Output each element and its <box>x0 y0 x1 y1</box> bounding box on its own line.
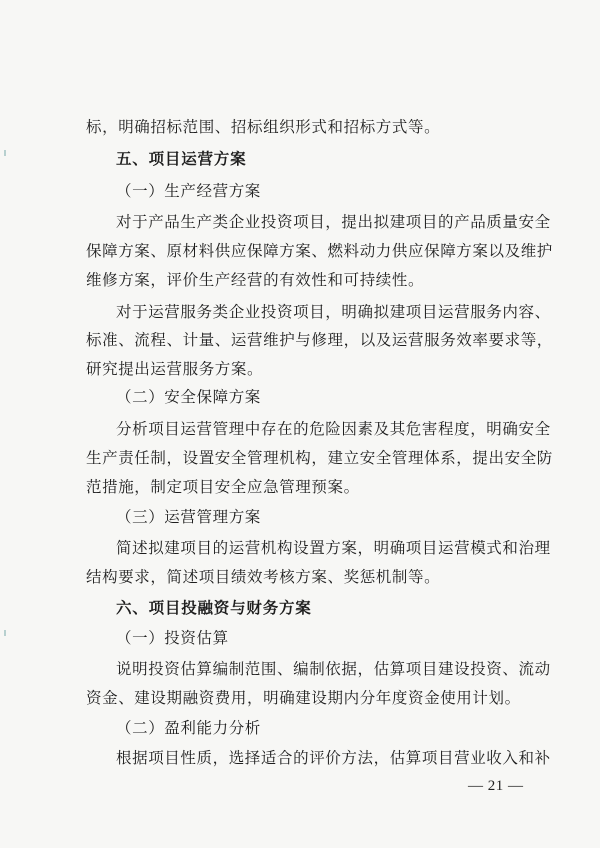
subsection-heading: （三）运营管理方案 <box>116 508 261 526</box>
paragraph-line: 分析项目运营管理中存在的危险因素及其危害程度，明确安全 <box>116 420 551 438</box>
subsection-heading: （二）安全保障方案 <box>116 388 261 406</box>
subsection-heading: （一）投资估算 <box>116 629 229 647</box>
paragraph-line: 维修方案，评价生产经营的有效性和可持续性。 <box>86 271 425 289</box>
paragraph-line: 结构要求，简述项目绩效考核方案、奖惩机制等。 <box>86 568 441 586</box>
scan-edge-mark <box>4 150 6 156</box>
paragraph-line: 资金、建设期融资费用，明确建设期内分年度资金使用计划。 <box>86 689 521 707</box>
paragraph-line: 对于运营服务类企业投资项目，明确拟建项目运营服务内容、 <box>116 303 551 321</box>
paragraph-line: 根据项目性质，选择适合的评价方法，估算项目营业收入和补 <box>116 749 551 767</box>
section-heading: 六、项目投融资与财务方案 <box>116 599 312 617</box>
paragraph-line: 说明投资估算编制范围、编制依据，估算项目建设投资、流动 <box>116 660 551 678</box>
scan-edge-mark <box>4 630 6 636</box>
paragraph-line: 简述拟建项目的运营机构设置方案，明确项目运营模式和治理 <box>116 539 551 557</box>
subsection-heading: （一）生产经营方案 <box>116 182 261 200</box>
paragraph-line: 标准、流程、计量、运营维护与修理，以及运营服务效率要求等， <box>86 331 553 349</box>
subsection-heading: （二）盈利能力分析 <box>116 719 261 737</box>
section-heading: 五、项目运营方案 <box>116 150 247 168</box>
page-number: — 21 — <box>468 778 524 794</box>
paragraph-line: 研究提出运营服务方案。 <box>86 360 264 378</box>
paragraph-line: 标，明确招标范围、招标组织形式和招标方式等。 <box>86 118 441 136</box>
paragraph-line: 保障方案、原材料供应保障方案、燃料动力供应保障方案以及维护 <box>86 242 553 260</box>
paragraph-line: 范措施，制定项目安全应急管理预案。 <box>86 478 360 496</box>
paragraph-line: 生产责任制，设置安全管理机构，建立安全管理体系，提出安全防 <box>86 449 553 467</box>
paragraph-line: 对于产品生产类企业投资项目，提出拟建项目的产品质量安全 <box>116 213 551 231</box>
